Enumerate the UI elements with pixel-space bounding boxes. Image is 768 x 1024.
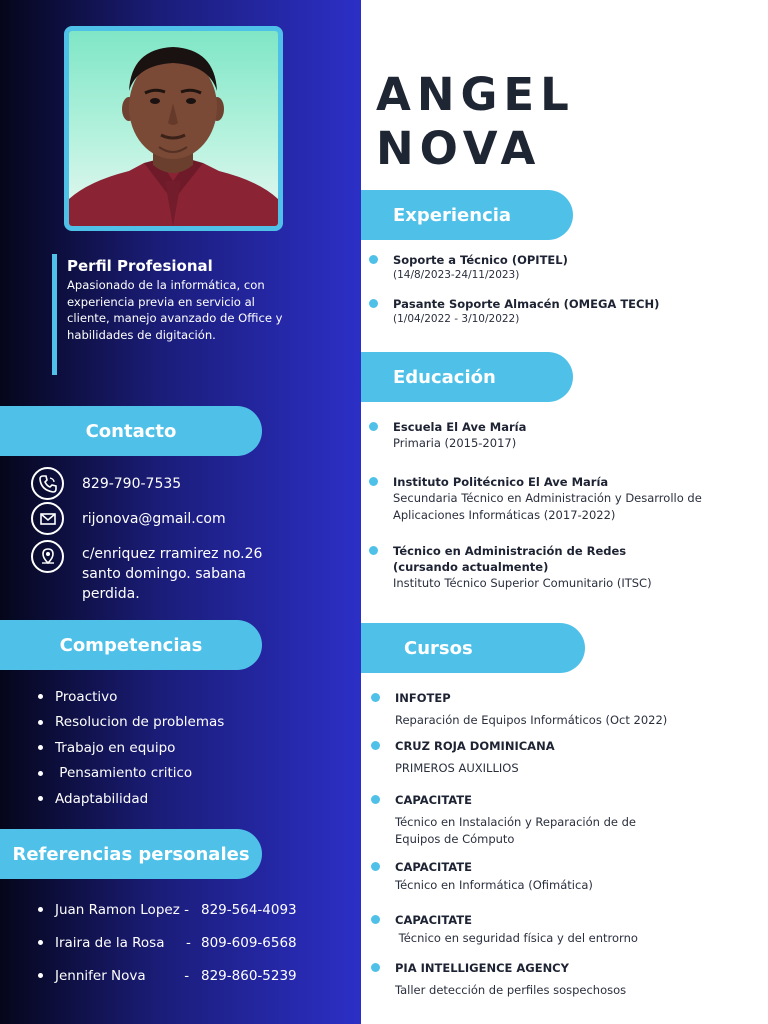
experience-heading: Experiencia <box>361 190 573 240</box>
name-first: ANGEL <box>376 68 575 121</box>
bullet-dot <box>369 255 378 264</box>
contact-address: c/enriquez rramirez no.26 santo domingo. sabana perdida. <box>82 546 263 602</box>
course-detail: Taller detección de perfiles sospechosos <box>395 983 627 997</box>
experience-title: Soporte a Técnico (OPITEL) <box>393 253 568 267</box>
skill-item: Trabajo en equipo <box>38 735 224 761</box>
education-detail: Instituto Técnico Superior Comunitario (ITSC) <box>393 576 652 590</box>
course-item <box>371 912 761 947</box>
education-item <box>369 474 759 524</box>
contact-heading: Contacto <box>0 406 262 456</box>
bullet-dot <box>369 422 378 431</box>
course-item <box>371 859 761 894</box>
experience-dates: (1/04/2022 - 3/10/2022) <box>393 313 520 325</box>
contact-address-row <box>31 540 292 604</box>
experience-item <box>369 296 759 326</box>
course-provider: CRUZ ROJA DOMINICANA <box>395 739 555 753</box>
bullet-dot <box>371 862 380 871</box>
candidate-name <box>376 68 575 176</box>
course-provider: INFOTEP <box>395 691 451 705</box>
skill-item: Proactivo <box>38 684 224 710</box>
bullet-dot <box>371 915 380 924</box>
contact-email[interactable]: rijonova@gmail.com <box>82 511 226 527</box>
mail-icon <box>31 502 64 535</box>
contact-phone-row <box>31 467 292 500</box>
reference-phone: 829-860-5239 <box>201 967 297 984</box>
reference-phone: 829-564-4093 <box>201 901 297 918</box>
education-item <box>369 543 759 592</box>
course-item <box>371 738 761 777</box>
reference-name: Juan Ramon Lopez - <box>55 901 189 918</box>
skills-list <box>38 684 224 812</box>
bullet-dot <box>371 963 380 972</box>
education-title: Instituto Politécnico El Ave María <box>393 475 609 489</box>
location-pin-icon <box>31 540 64 573</box>
contact-email-row <box>31 502 292 535</box>
course-provider: CAPACITATE <box>395 913 472 927</box>
course-detail: PRIMEROS AUXILLIOS <box>395 761 519 775</box>
bullet-dot <box>371 795 380 804</box>
profile-title: Perfil Profesional <box>67 257 213 275</box>
course-item <box>371 792 761 848</box>
profile-photo <box>64 26 283 231</box>
course-provider: PIA INTELLIGENCE AGENCY <box>395 961 569 975</box>
skill-item: Adaptabilidad <box>38 786 224 812</box>
courses-heading: Cursos <box>361 623 585 673</box>
education-title: Técnico en Administración de Redes (cursando actualmente) <box>393 544 627 574</box>
course-detail: Técnico en seguridad física y del entrorno <box>395 931 638 945</box>
education-title: Escuela El Ave María <box>393 420 527 434</box>
profile-description: Apasionado de la informática, con experiencia previa en servicio al cliente, manejo avanzado de Office y habilidades de digitación. <box>67 278 283 342</box>
experience-dates: (14/8/2023-24/11/2023) <box>393 269 520 281</box>
references-list <box>38 893 297 992</box>
main-column <box>361 0 768 1024</box>
course-detail: Técnico en Instalación y Reparación de de Equipos de Cómputo <box>395 815 636 846</box>
references-heading: Referencias personales <box>0 829 262 879</box>
skill-item: Resolucion de problemas <box>38 710 224 736</box>
phone-icon <box>31 467 64 500</box>
reference-name: Jennifer Nova - <box>55 967 190 984</box>
skills-heading: Competencias <box>0 620 262 670</box>
name-last: NOVA <box>376 122 542 175</box>
skill-item: Pensamiento critico <box>38 761 224 787</box>
education-detail: Secundaria Técnico en Administración y Desarrollo de Aplicaciones Informáticas (2017-2022) <box>393 491 702 522</box>
reference-phone: 809-609-6568 <box>201 934 297 951</box>
reference-name: Iraira de la Rosa - <box>55 934 191 951</box>
course-provider: CAPACITATE <box>395 860 472 874</box>
education-detail: Primaria (2015-2017) <box>393 436 517 450</box>
reference-item <box>38 893 297 926</box>
bullet-dot <box>371 693 380 702</box>
contact-phone[interactable]: 829-790-7535 <box>82 476 182 492</box>
sidebar <box>0 0 361 1024</box>
education-heading: Educación <box>361 352 573 402</box>
bullet-dot <box>369 477 378 486</box>
reference-item <box>38 959 297 992</box>
experience-title: Pasante Soporte Almacén (OMEGA TECH) <box>393 297 660 311</box>
experience-item <box>369 252 759 282</box>
reference-item <box>38 926 297 959</box>
course-detail: Técnico en Informática (Ofimática) <box>395 878 593 892</box>
course-provider: CAPACITATE <box>395 793 472 807</box>
course-item <box>371 960 761 999</box>
education-item <box>369 419 759 452</box>
bullet-dot <box>369 299 378 308</box>
course-detail: Reparación de Equipos Informáticos (Oct 2022) <box>395 713 668 727</box>
bullet-dot <box>371 741 380 750</box>
bullet-dot <box>369 546 378 555</box>
course-item <box>371 690 761 729</box>
profile-section <box>52 254 292 375</box>
